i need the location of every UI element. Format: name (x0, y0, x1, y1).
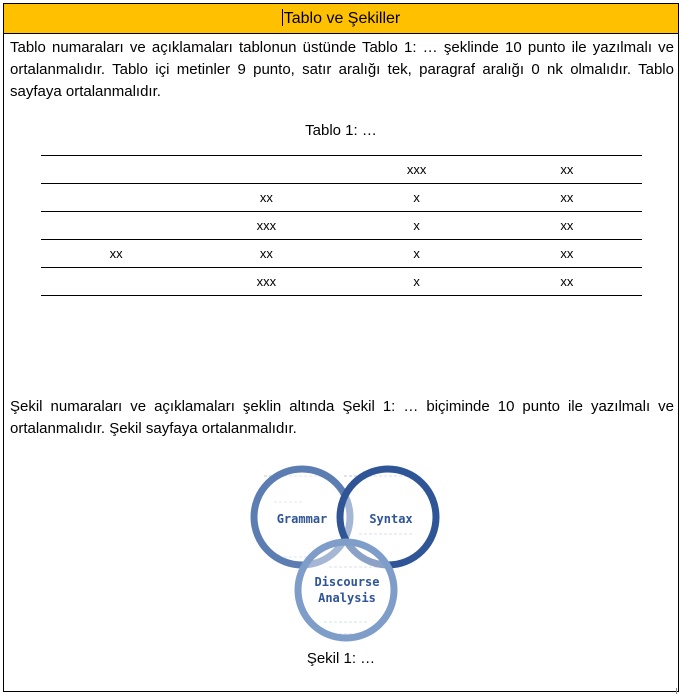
sample-table (41, 155, 642, 296)
table-cell (41, 184, 191, 212)
text-cursor (282, 9, 283, 26)
page-margin-mark (676, 688, 677, 694)
table-cell: xx (492, 240, 642, 268)
document-frame (3, 3, 679, 692)
discourse-analysis-circle (298, 542, 394, 638)
figure-caption: Şekil 1: … (306, 650, 376, 667)
table-row (41, 212, 642, 240)
table-cell (191, 156, 341, 184)
table-cell: xx (492, 212, 642, 240)
syntax-label: Syntax (369, 512, 413, 526)
table-cell: xxx (342, 156, 492, 184)
table-cell: xx (492, 184, 642, 212)
table-row (41, 184, 642, 212)
table-row (41, 268, 642, 296)
figure-instructions-paragraph: Şekil numaraları ve açıklamaları şeklin altında Şekil 1: … biçiminde 10 punto ile yazılmalı ve ortalanmalıdır. Şekil sayfaya ortalanmalıdır. (10, 398, 674, 437)
section-header (4, 4, 678, 34)
section-title: Tablo ve Şekiller (283, 10, 401, 27)
table-cell: x (342, 212, 492, 240)
table-instructions-paragraph: Tablo numaraları ve açıklamaları tablonun üstünde Tablo 1: … şeklinde 10 punto ile yazılmalı ve ortalanmalıdır. Tablo içi metinler 9 punto, satır aralığı tek, paragraf aralığı 0 nk olmalıdır. Tablo sayfaya ortalanmalıdır. (10, 39, 674, 100)
table-cell (41, 212, 191, 240)
analysis-label: Analysis (318, 591, 376, 605)
table-cell: x (342, 268, 492, 296)
venn-diagram-figure (244, 462, 444, 642)
table-cell: xxx (191, 212, 341, 240)
table-cell: x (342, 240, 492, 268)
table-cell: xx (191, 184, 341, 212)
table-cell: xxx (191, 268, 341, 296)
table-cell: xx (492, 268, 642, 296)
table-row (41, 240, 642, 268)
grammar-label: Grammar (276, 512, 328, 526)
table-cell: x (342, 184, 492, 212)
table-cell: xx (41, 240, 191, 268)
discourse-label: Discourse (314, 575, 380, 589)
table-row (41, 156, 642, 184)
table-cell: xx (191, 240, 341, 268)
table-caption: Tablo 1: … (305, 122, 377, 139)
table-cell: xx (492, 156, 642, 184)
table-cell (41, 268, 191, 296)
table-cell (41, 156, 191, 184)
